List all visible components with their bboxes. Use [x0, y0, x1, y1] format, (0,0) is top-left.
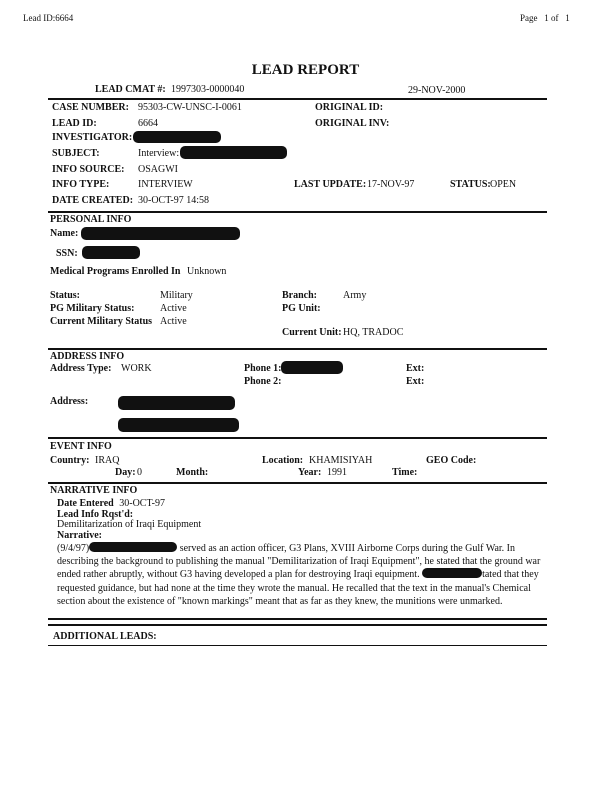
status-value: OPEN [490, 179, 517, 190]
info-source-label: INFO SOURCE: [52, 164, 125, 175]
military-status-label: Status: [50, 290, 81, 301]
address-type-value: WORK [121, 363, 152, 374]
narrative-body-1: served as an action officer, G3 Plans, XVIII Airborne Corps during the Gulf War. In describing the background to publishing the manual "Demilitarization of Iraqi Equipment", he stated that the ground war ended rather abruptly, without G3 having developed a plan for destroying Iraqi equipment. [57, 543, 541, 581]
military-status-value: Military [160, 290, 193, 301]
ext-1-label: Ext: [406, 363, 425, 374]
additional-leads-heading: ADDITIONAL LEADS: [53, 631, 157, 642]
report-date: 29-NOV-2000 [408, 85, 466, 96]
pg-military-status-value: Active [160, 303, 187, 314]
original-id-label: ORIGINAL ID: [315, 102, 384, 113]
branch-value: Army [343, 290, 367, 301]
narrative-body-2: tated that they requested guidance, but had none at the time they wrote the manual. He recalled that the text in the manual's Chemical section about the existence of "known markings" meant that as far as they knew, the munitions were unmarked. [57, 569, 539, 607]
header-lead-id: Lead ID:6664 [23, 13, 74, 23]
current-military-status-value: Active [160, 316, 187, 327]
date-entered-value: 30-OCT-97 [119, 498, 165, 509]
page-title: LEAD REPORT [251, 62, 360, 78]
current-military-status-label: Current Military Status [50, 316, 153, 327]
last-update-label: LAST UPDATE: [294, 179, 367, 190]
divider [48, 618, 547, 620]
divider [48, 645, 547, 646]
address-info-heading: ADDRESS INFO [50, 351, 125, 362]
divider [48, 211, 547, 213]
date-entered-row [57, 498, 165, 509]
divider [48, 624, 547, 626]
redaction-address-line-2 [118, 418, 239, 432]
medical-programs-value: Unknown [186, 266, 227, 277]
name-label: Name: [50, 228, 79, 239]
ext-2-label: Ext: [406, 376, 425, 387]
info-type-label: INFO TYPE: [52, 179, 110, 190]
cmat-label: LEAD CMAT #: [95, 84, 166, 95]
cmat-value: 1997303-0000040 [171, 84, 245, 95]
phone-2-label: Phone 2: [244, 376, 282, 387]
redaction-phone [281, 361, 343, 374]
country-label: Country: [50, 455, 90, 466]
subject-label: SUBJECT: [52, 148, 100, 159]
pg-military-status-label: PG Military Status: [50, 303, 135, 314]
divider [48, 437, 547, 439]
lead-info-requested-value: Demilitarization of Iraqi Equipment [57, 519, 202, 530]
redaction-address-line-1 [118, 396, 235, 410]
investigator-label: INVESTIGATOR: [52, 132, 133, 143]
month-label: Month: [176, 467, 209, 478]
pg-unit-label: PG Unit: [282, 303, 321, 314]
date-entered-label: Date Entered [57, 498, 114, 509]
divider [48, 98, 547, 100]
date-created-value: 30-OCT-97 14:58 [138, 195, 210, 206]
lead-info-requested-label: Lead Info Rqst'd: [57, 509, 134, 520]
ssn-label: SSN: [56, 248, 78, 259]
redaction-narrative-1 [89, 542, 177, 552]
info-source-value: OSAGWI [138, 164, 178, 175]
case-number-value: 95303-CW-UNSC-I-0061 [138, 102, 242, 113]
personal-info-heading: PERSONAL INFO [50, 214, 132, 225]
redaction-ssn [82, 246, 140, 259]
redaction-investigator [133, 131, 221, 143]
phone-1-label: Phone 1: [244, 363, 282, 374]
year-label: Year: [298, 467, 322, 478]
divider [48, 482, 547, 484]
header-page-number: Page 1 of 1 [520, 13, 570, 23]
current-unit-value: HQ, TRADOC [343, 327, 404, 338]
info-type-value: INTERVIEW [138, 179, 193, 190]
original-inv-label: ORIGINAL INV: [315, 118, 390, 129]
redaction-subject [180, 146, 287, 159]
current-unit-label: Current Unit: [282, 327, 342, 338]
location-label: Location: [262, 455, 304, 466]
redaction-name [81, 227, 240, 240]
narrative-text [57, 542, 547, 608]
subject-value: Interview: [138, 148, 180, 159]
status-label: STATUS: [450, 179, 491, 190]
address-label: Address: [50, 396, 89, 407]
date-created-label: DATE CREATED: [52, 195, 134, 206]
narrative-info-heading: NARRATIVE INFO [50, 485, 138, 496]
medical-programs-label: Medical Programs Enrolled In [50, 266, 181, 277]
case-number-label: CASE NUMBER: [52, 102, 129, 113]
address-type-label: Address Type: [50, 363, 112, 374]
event-info-heading: EVENT INFO [50, 441, 112, 452]
medical-programs-row [50, 266, 226, 277]
narrative-label: Narrative: [57, 530, 102, 541]
location-value: KHAMISIYAH [309, 455, 373, 466]
branch-label: Branch: [282, 290, 317, 301]
day-value: 0 [137, 467, 142, 478]
time-label: Time: [392, 467, 418, 478]
day-label: Day: [115, 467, 136, 478]
divider [48, 348, 547, 350]
country-value: IRAQ [95, 455, 120, 466]
geo-code-label: GEO Code: [426, 455, 477, 466]
lead-id-label: LEAD ID: [52, 118, 97, 129]
lead-id-value: 6664 [138, 118, 158, 129]
redaction-narrative-2 [422, 568, 482, 578]
year-value: 1991 [327, 467, 347, 478]
last-update-value: 17-NOV-97 [367, 179, 415, 190]
narrative-date: (9/4/97) [57, 543, 90, 554]
